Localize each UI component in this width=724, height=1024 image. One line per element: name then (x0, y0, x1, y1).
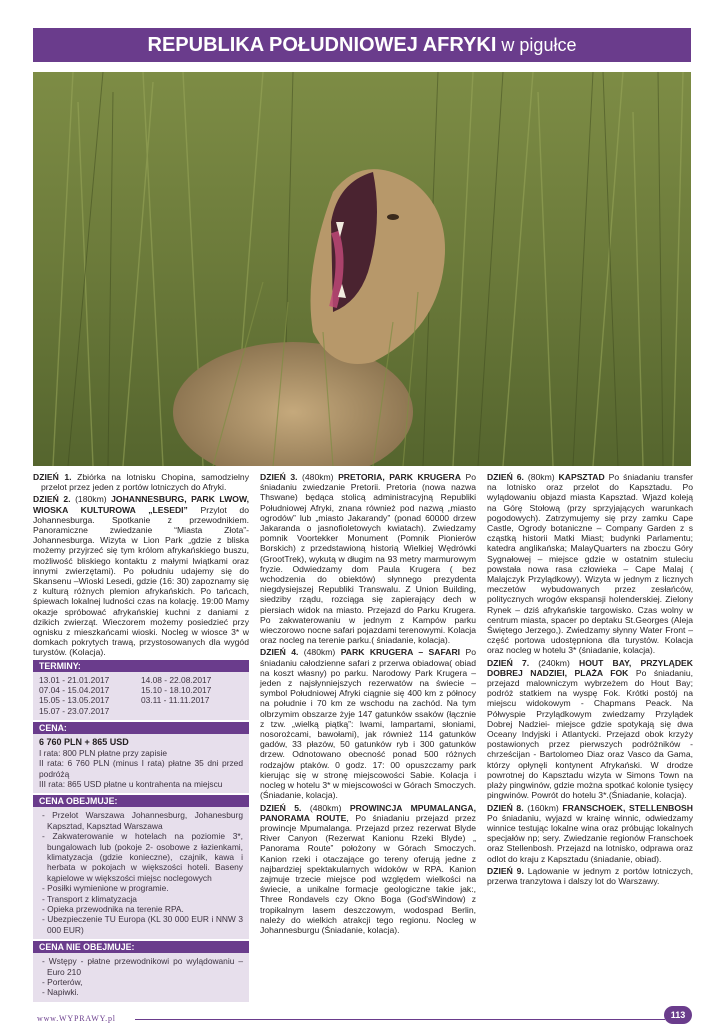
title-sub: w pigułce (496, 35, 577, 55)
excludes-heading: CENA NIE OBEJMUJE: (33, 941, 249, 953)
day-2-text: Przylot do Johannesburga. Spotkanie z przewodnikiem. Panoramiczne zwiedzanie “Miasta Złota”- Johannesburga. Wizyta w Lion Park „gdzie z bliska możemy przyjrzeć się tym królom afrykańskiego buszu, możliwość bliskiego kontaktu z małymi lwiątkami oraz innymi zwierzętami). Po południu udajemy się do Skansenu –Wioski Lesedi, gdzie (16: 30) zapoznamy się z kulturą różnych plemion afrykańskich. Po tańcach, śpiewach lokalnej ludności czas na kolację. 19:00 Mamy okazje spróbować afrykańskiej kuchni z daniami z dzikich zwierząt. Wieczorem możemy posiedzieć przy ognisku z mieszkańcami wioski. Nocleg w wiosce 3* w domkach pokrytych trawą, przystosowanych dla wygód turystów. (Kolacja). (33, 504, 249, 658)
page-number: 113 (664, 1006, 692, 1024)
day-8 (487, 803, 693, 864)
day-3 (260, 472, 476, 645)
excludes-item: - Wstępy - płatne przewodnikowi po wylądowaniu – Euro 210 (42, 956, 243, 977)
includes-item: - Opieka przewodnika na terenie RPA. (42, 903, 184, 914)
day-2-title: JOHANNESBURG, PARK LWOW, WIOSKA KULTUROWA „LESEDI” (33, 494, 249, 515)
day-1 (33, 472, 249, 492)
term-date: 14.08 - 22.08.2017 (141, 674, 212, 685)
price-line: II rata: 6 760 PLN (minus I rata) płatne 35 dni przed podróżą (39, 758, 243, 779)
includes-heading: CENA OBEJMUJE: (33, 795, 249, 807)
day-6-text: Po śniadaniu transfer na lotnisko oraz przelot do Kapsztadu. Po wylądowaniu objazd miasta Kapsztad. Wjazd koleją na Górę Stołową (przy sprzyjających warunkach pogodowych). Zatrzymujemy się przy zamku Cape Castle, Ogrody botaniczne – Company Garden z s cząstką historii Matki Miast; budynki Parlamentu; katedra anglikańska; MalayQuarters na zboczu Góry Sygnałowej – miejsce gdzie w ostatnim stuleciu powstała nowa rasa człowieka – Cape Malaj ( Malajczyk Przylądkowy). Wizyta w jednym z licznych meczetów wybudowanych przez zesłańców, politycznych wrogów ekspansji holenderskiej. Zielony Rynek – dziś afrykańskie targowisko. Czas wolny w centrum miasta, spacer po deptaku St.Georges (Aleja Świętego Jerzego,). Zwiedzamy słynny Water Front – część portowa udostępniona dla turystów. Kolacja oraz nocleg w hotelu 3* (śniadanie, kolacja). (487, 472, 693, 656)
day-5-title: PROWINCJA MPUMALANGA, PANORAMA ROUTE (260, 802, 477, 823)
lioness-yawning-in-grass-photo (33, 72, 691, 466)
excludes-item: - Porterów, (42, 977, 83, 987)
price-total: 6 760 PLN + 865 USD (39, 737, 129, 748)
day-3-dist: (480km) (297, 472, 339, 482)
day-8-dist: (160km) (523, 802, 563, 813)
day-1-label: DZIEŃ 1. (33, 472, 72, 482)
footer-divider (135, 1019, 665, 1020)
column-1 (33, 472, 249, 1002)
price-heading: CENA: (33, 722, 249, 734)
day-4-label: DZIEŃ 4. (260, 647, 299, 658)
lioness-photo (33, 72, 691, 466)
day-9-text: Lądowanie w jednym z portów lotniczych, przerwa tranzytowa i dalszy lot do Warszawy. (487, 865, 693, 886)
term-date: 13.01 - 21.01.2017 (39, 674, 110, 685)
day-6-dist: (80km) (523, 472, 559, 482)
day-5-label: DZIEŃ 5. (260, 802, 302, 813)
day-7-title: HOUT BAY, PRZYLĄDEK DOBREJ NADZIEI, PLAŻA FOK (487, 657, 693, 678)
includes-item: - Posiłki wymienione w programie. (42, 883, 169, 894)
website-link[interactable]: www.WYPRAWY.pl (37, 1014, 116, 1023)
term-date: 03.11 - 11.11.2017 (141, 695, 210, 706)
day-7-label: DZIEŃ 7. (487, 657, 530, 668)
includes-box (33, 807, 249, 939)
day-2-dist: (180km) (70, 494, 112, 505)
day-7-dist: (240km) (529, 657, 579, 668)
day-8-title: FRANSCHOEK, STELLENBOSH (562, 802, 693, 813)
day-5-dist: (480km) (301, 802, 350, 813)
column-3 (487, 472, 693, 888)
day-7 (487, 658, 693, 801)
day-3-text: Po śniadaniu zwiedzanie Pretorii. Pretoria (nowa nazwa Thswane) będąca stolicą administracyjną Republiki Południowej Afryki, znana również pod nazwą „miasto ogrodów” lub „miasto Jakarandy” (ponad 60000 drzew Jakaranda o jasnofioletowych kwiatach). Zwiedzamy pomnik Voortekker Monument (Pomnik Pionierów Borskich) z przedstawioną historią Wielkiej Wędrówki (GrootTrek), wykutą w długim na 93 metry marmurowym fryzie. Odwiedzamy dom Paula Krugera ( bez wchodzenia do obiektów) słynnego prezydenta niegdysiejszej Republiki Transwalu. Z Union Building, siedziby rządu, rozciąga się zapierający dech w piersiach widok na miasto. Przejazd do Parku Krugera. Po zakwaterowaniu w jednym z Kampów parku wieczorowo nocne safari pojazdami terenowymi. Kolacja oraz nocleg na terenie parku.( śniadanie, kolacja). (260, 472, 476, 646)
price-line: III rata: 865 USD płatne u kontrahenta na miejscu (39, 778, 223, 789)
day-6 (487, 472, 693, 656)
includes-item: - Ubezpieczenie TU Europa (KL 30 000 EUR i NNW 3 000 EUR) (42, 914, 243, 935)
term-date: 15.10 - 18.10.2017 (141, 685, 212, 696)
day-4-text: Po śniadaniu całodzienne safari z przerwa obiadowa( obiad na koszt własny) po parku. Narodowy Park Krugera – jeden z najsłynniejszych rezerwatów na świecie – symbol Południowej Afryki ciągnie się 400 km z północy na południe i 70 km ze wschodu na zachód. Na tym olbrzymim obszarze żyje 147 gatunków ssaków (łącznie z tzw. „wielką piątką”: lwami, lampartami, słoniami, nosorożcami, bawołami), jak również 114 gatunków gadów, 33 płazów, 50 gatunków ryb i 300 gatunków drzew. Odnotowano obecność ponad 500 różnych rodzajów ptaków. 0 godz. 17: 00 opuszczamy park kierując się w stronę miejscowości Sabie. Kolacja i nocleg w hotelu 3* w miejscowości w Górach Smoczych. (Śniadanie, kolacja). (260, 647, 476, 801)
day-9 (487, 866, 693, 886)
day-4-dist: (480km) (298, 647, 341, 658)
day-5 (260, 803, 476, 936)
includes-item: - Zakwaterowanie w hotelach na poziomie 3*, bungalowach lub (pokoje 2- osobowe z łazienkami, klimatyzacja (gdzie konieczne), czajnik, kawa i herbata w pokojach w większości hoteli. Baseny kąpielowe w większości miejsc noclegowych (42, 831, 243, 883)
title-main: REPUBLIKA POŁUDNIOWEJ AFRYKI (147, 34, 497, 56)
excludes-box (33, 953, 249, 1002)
day-9-label: DZIEŃ 9. (487, 865, 524, 876)
term-date: 15.05 - 13.05.2017 (39, 695, 110, 706)
day-3-label: DZIEŃ 3. (260, 472, 298, 482)
day-4-title: PARK KRUGERA – SAFARI (340, 647, 461, 658)
page-title (33, 28, 691, 62)
price-box (33, 734, 249, 793)
terms-dates (33, 672, 249, 721)
day-8-text: Po śniadaniu, wyjazd w krainę winnic, odwiedzamy winnice testując lokalne wina oraz próbując lokalnych specjałów np; sery. Zwiedzanie regionów Franschoek oraz Stellenbosh. Przejazd na lotnisko, odprawa oraz odlot do kraju z Kapsztadu (śniadanie, obiad). (487, 812, 693, 864)
term-date (141, 706, 243, 716)
column-2 (260, 472, 476, 937)
day-3-title: PRETORIA, PARK KRUGERA (338, 472, 461, 482)
day-2 (33, 494, 249, 657)
terms-heading: TERMINY: (33, 660, 249, 672)
day-1-text: Zbiórka na lotnisku Chopina, samodzielny przelot przez jeden z portów lotniczych do Afryki. (41, 472, 249, 493)
day-7-text: Po śniadaniu, przejazd malowniczym wybrzeżem do Hout Bay; podróż statkiem na wyspę Fok. Krótki postój na miejscu widokowym - Chapmans Peack. Na Półwyspie Przylądkowym zwiedzamy Przylądek Dobrej Nadziei- miejsce gdzie spotykają się dwa Oceany Indyjski i Atlantycki. Przejazd obok krzyży postawionych przez pierwszych podróżników -chrześcijan - Bartolomeo Diaz oraz Vasco da Gama, którzy opłynęli kontynent Afrykański. W drodze powrotnej do Kapsztadu wizyta w Simons Town na plaży pingwinów, gdzie można spotkać kolonie tysięcy pingwinów. Powrót do hotelu 3*.(Śniadanie, kolacja). (487, 667, 693, 801)
excludes-item: - Napiwki. (42, 987, 79, 998)
includes-item: - Przelot Warszawa Johannesburg, Johanesburg Kapsztad, Kapsztad Warszawa (42, 810, 243, 831)
day-2-label: DZIEŃ 2. (33, 494, 71, 505)
day-8-label: DZIEŃ 8. (487, 802, 524, 813)
term-date: 15.07 - 23.07.2017 (39, 705, 110, 716)
includes-item: - Transport z klimatyzacja (42, 893, 137, 904)
term-date: 07.04 - 15.04.2017 (39, 685, 110, 696)
price-line: I rata: 800 PLN płatne przy zapisie (39, 747, 168, 758)
day-6-label: DZIEŃ 6. (487, 472, 524, 482)
day-4 (260, 647, 476, 800)
day-5-text: , Po śniadaniu przejazd przez prowincje Mpumalanga. Przejazd przez rezerwat Blyde River Canyon (Rezerwat Kanionu Rzeki Blyde) „ Panorama Route” położony w Górach Smoczych. Kanion rzeki i otaczające go tereny oferują jedne z najbardziej spektakularnych widoków w RPA. Kanion zajmuje trzecie miejsce pod względem wielkości na świecie, a unikalne formacje geologiczne takie jak:, Three Rondavels czy Okno Boga (God'sWindow) z tropikalnym lasem deszczowym, wodospad Berlin, należy do wielkich atrakcji tego regionu. Nocleg w Johannesburgu (Śniadanie, kolacja). (260, 812, 476, 935)
day-6-title: KAPSZTAD (558, 472, 605, 482)
